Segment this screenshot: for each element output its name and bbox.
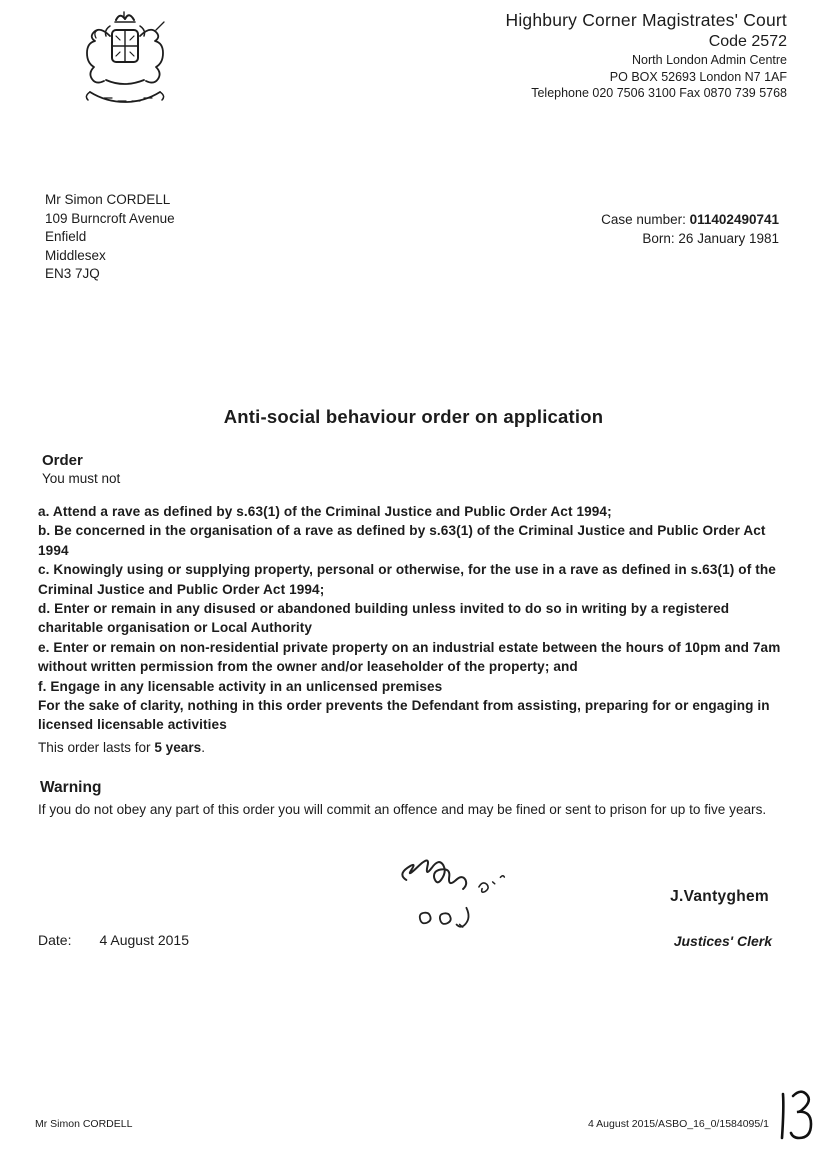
signatory-role: Justices' Clerk xyxy=(673,933,772,949)
court-name: Highbury Corner Magistrates' Court xyxy=(505,10,787,30)
handwritten-signature-icon xyxy=(390,833,537,943)
date-value: 4 August 2015 xyxy=(99,932,189,948)
recipient-town: Enfield xyxy=(45,229,87,244)
order-heading: Order xyxy=(42,452,83,469)
born-line xyxy=(601,229,779,248)
prohibition-c: c. Knowingly using or supplying property, personal or otherwise, for the use in a rave as defined in s.63(1) of the Criminal Justice and Public Order Act 1994; xyxy=(38,562,776,597)
page-title: Anti-social behaviour order on application xyxy=(223,406,604,427)
prohibition-f: f. Engage in any licensable activity in an unlicensed premises xyxy=(38,678,443,694)
recipient-postcode: EN3 7JQ xyxy=(45,266,100,281)
born-value: 26 January 1981 xyxy=(678,231,779,246)
prohibition-e: e. Enter or remain on non-residential private property on an industrial estate between the hours of 10pm and 7am without written permission from the owner and/or leaseholder of the property; and xyxy=(38,639,781,675)
born-label: Born: xyxy=(642,231,679,246)
case-number-line xyxy=(601,210,779,229)
footer-document-reference: 4 August 2015/ASBO_16_0/1584095/1 xyxy=(588,1118,769,1130)
duration-suffix: . xyxy=(201,740,205,755)
signatory-name: J.Vantyghem xyxy=(670,888,769,905)
po-box: PO BOX 52693 London N7 1AF xyxy=(609,69,787,84)
prohibition-b: b. Be concerned in the organisation of a rave as defined by s.63(1) of the Criminal Justice and Public Order Act 1994 xyxy=(38,523,766,558)
footer-recipient-name: Mr Simon CORDELL xyxy=(35,1118,133,1130)
telephone-fax: Telephone 020 7506 3100 Fax 0870 739 5768 xyxy=(531,86,787,100)
case-number-value: 011402490741 xyxy=(689,212,779,227)
prohibition-d: d. Enter or remain in any disused or abandoned building unless invited to do so in writing by a registered charitable organisation or Local Authority xyxy=(38,601,730,636)
recipient-street: 109 Burncroft Avenue xyxy=(45,210,175,226)
order-prohibitions xyxy=(38,502,794,735)
warning-text: If you do not obey any part of this order you will commit an offence and may be fined or sent to prison for up to five years. xyxy=(38,802,767,817)
royal-coat-of-arms-icon xyxy=(60,8,190,120)
handwritten-page-number-icon xyxy=(773,1088,815,1144)
letterhead xyxy=(506,10,788,102)
warning-heading: Warning xyxy=(40,779,102,796)
date-line xyxy=(38,932,189,948)
order-intro: You must not xyxy=(42,471,121,486)
prohibition-a: a. Attend a rave as defined by s.63(1) of the Criminal Justice and Public Order Act 1994; xyxy=(38,504,612,519)
order-clarification: For the sake of clarity, nothing in this order prevents the Defendant from assisting, preparing for or engaging in licensed licensable activities xyxy=(38,698,770,733)
case-details xyxy=(601,210,779,248)
order-duration xyxy=(38,740,205,755)
recipient-address xyxy=(45,191,175,284)
recipient-name: Mr Simon CORDELL xyxy=(45,192,171,207)
admin-centre: North London Admin Centre xyxy=(632,53,787,67)
duration-value: 5 years xyxy=(154,740,202,755)
duration-prefix: This order lasts for xyxy=(38,740,155,755)
case-number-label: Case number: xyxy=(601,212,690,227)
court-code: Code 2572 xyxy=(708,33,787,50)
date-label: Date: xyxy=(38,932,72,948)
recipient-county: Middlesex xyxy=(45,247,106,263)
